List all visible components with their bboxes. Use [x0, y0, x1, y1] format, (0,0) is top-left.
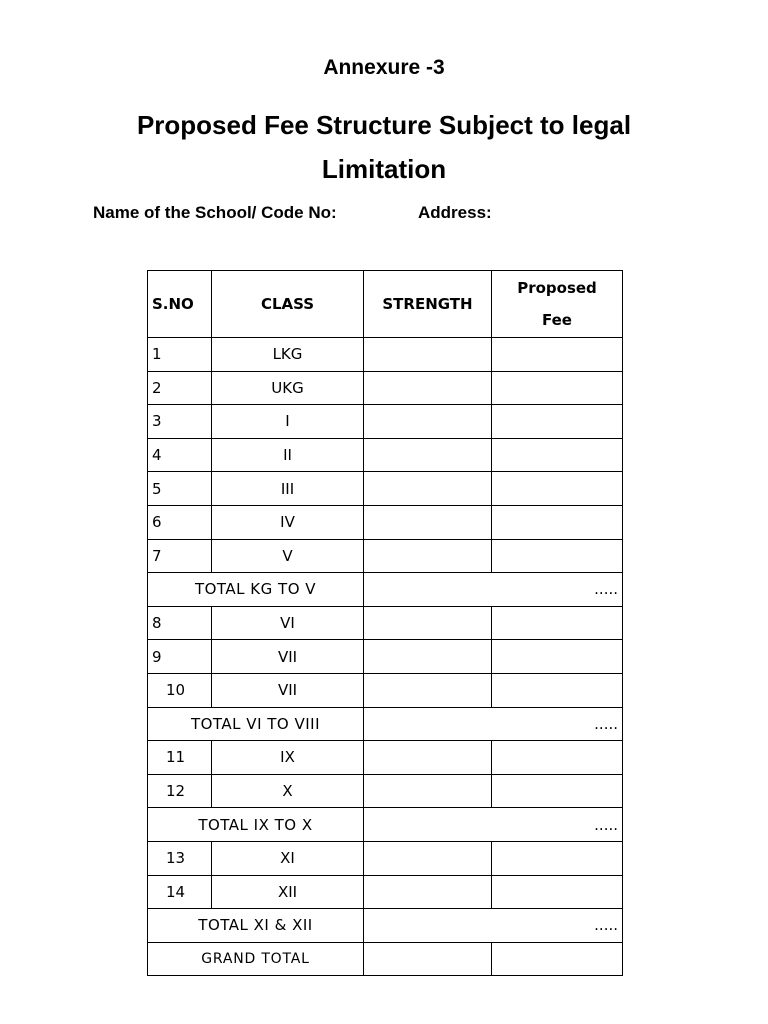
class-cell: I: [212, 405, 364, 439]
subtotal-label: TOTAL VI TO VIII: [148, 707, 364, 741]
subtotal-row: [148, 909, 623, 943]
class-cell: IV: [212, 505, 364, 539]
table-row: [148, 405, 623, 439]
strength-cell: [364, 774, 492, 808]
sno-cell: 1: [148, 338, 212, 372]
table-row: [148, 438, 623, 472]
fee-cell: [492, 405, 623, 439]
annexure-label: Annexure -3: [323, 56, 445, 79]
strength-cell: [364, 841, 492, 875]
fee-cell: [492, 505, 623, 539]
table-row: [148, 371, 623, 405]
header-fee-line1: Proposed: [517, 279, 597, 297]
header-class: CLASS: [212, 271, 364, 338]
table-row: [148, 875, 623, 909]
strength-cell: [364, 673, 492, 707]
fee-cell: [492, 472, 623, 506]
sno-cell: 13: [148, 841, 212, 875]
strength-cell: [364, 338, 492, 372]
class-cell: XII: [212, 875, 364, 909]
fee-cell: [492, 606, 623, 640]
fee-cell: [492, 942, 623, 976]
school-name-label: Name of the School/ Code No:: [93, 203, 337, 222]
class-cell: LKG: [212, 338, 364, 372]
sno-cell: 2: [148, 371, 212, 405]
strength-cell: [364, 875, 492, 909]
sno-cell: 5: [148, 472, 212, 506]
grand-total-label: GRAND TOTAL: [148, 942, 364, 976]
fee-cell: [492, 875, 623, 909]
table-row: [148, 841, 623, 875]
strength-cell: [364, 505, 492, 539]
class-cell: VI: [212, 606, 364, 640]
strength-cell: [364, 472, 492, 506]
strength-cell: [364, 640, 492, 674]
fee-cell: [492, 438, 623, 472]
header-sno: S.NO: [148, 271, 212, 338]
table-row: [148, 673, 623, 707]
sno-cell: 6: [148, 505, 212, 539]
subtotal-dots: .....: [364, 808, 623, 842]
strength-cell: [364, 438, 492, 472]
table-row: [148, 606, 623, 640]
page-title: Proposed Fee Structure Subject to legal Limitation: [136, 110, 632, 184]
fee-structure-table: [147, 270, 623, 976]
strength-cell: [364, 405, 492, 439]
sno-cell: 8: [148, 606, 212, 640]
strength-cell: [364, 371, 492, 405]
class-cell: V: [212, 539, 364, 573]
class-cell: II: [212, 438, 364, 472]
class-cell: X: [212, 774, 364, 808]
subtotal-label: TOTAL KG TO V: [148, 573, 364, 607]
fee-cell: [492, 539, 623, 573]
fee-cell: [492, 640, 623, 674]
fee-cell: [492, 841, 623, 875]
class-cell: XI: [212, 841, 364, 875]
class-cell: VII: [212, 640, 364, 674]
strength-cell: [364, 606, 492, 640]
subtotal-row: [148, 808, 623, 842]
table-header-row: [148, 271, 623, 338]
class-cell: III: [212, 472, 364, 506]
fee-cell: [492, 741, 623, 775]
strength-cell: [364, 741, 492, 775]
table-row: [148, 640, 623, 674]
fee-cell: [492, 338, 623, 372]
header-strength: STRENGTH: [364, 271, 492, 338]
grand-total-row: [148, 942, 623, 976]
table-row: [148, 338, 623, 372]
subtotal-row: [148, 573, 623, 607]
subtotal-label: TOTAL XI & XII: [148, 909, 364, 943]
table-row: [148, 472, 623, 506]
sno-cell: 12: [148, 774, 212, 808]
address-label: Address:: [418, 203, 492, 222]
strength-cell: [364, 942, 492, 976]
sno-cell: 11: [148, 741, 212, 775]
class-cell: UKG: [212, 371, 364, 405]
sno-cell: 7: [148, 539, 212, 573]
sno-cell: 10: [148, 673, 212, 707]
sno-cell: 9: [148, 640, 212, 674]
sno-cell: 4: [148, 438, 212, 472]
sno-cell: 14: [148, 875, 212, 909]
sno-cell: 3: [148, 405, 212, 439]
table-row: [148, 539, 623, 573]
subtotal-dots: .....: [364, 707, 623, 741]
subtotal-dots: .....: [364, 573, 623, 607]
subtotal-row: [148, 707, 623, 741]
subtotal-label: TOTAL IX TO X: [148, 808, 364, 842]
table-row: [148, 505, 623, 539]
class-cell: IX: [212, 741, 364, 775]
fee-cell: [492, 774, 623, 808]
fee-cell: [492, 673, 623, 707]
table-row: [148, 774, 623, 808]
subtotal-dots: .....: [364, 909, 623, 943]
header-fee-line2: Fee: [542, 311, 572, 329]
fee-cell: [492, 371, 623, 405]
header-proposed-fee: [492, 271, 623, 338]
class-cell: VII: [212, 673, 364, 707]
table-row: [148, 741, 623, 775]
strength-cell: [364, 539, 492, 573]
